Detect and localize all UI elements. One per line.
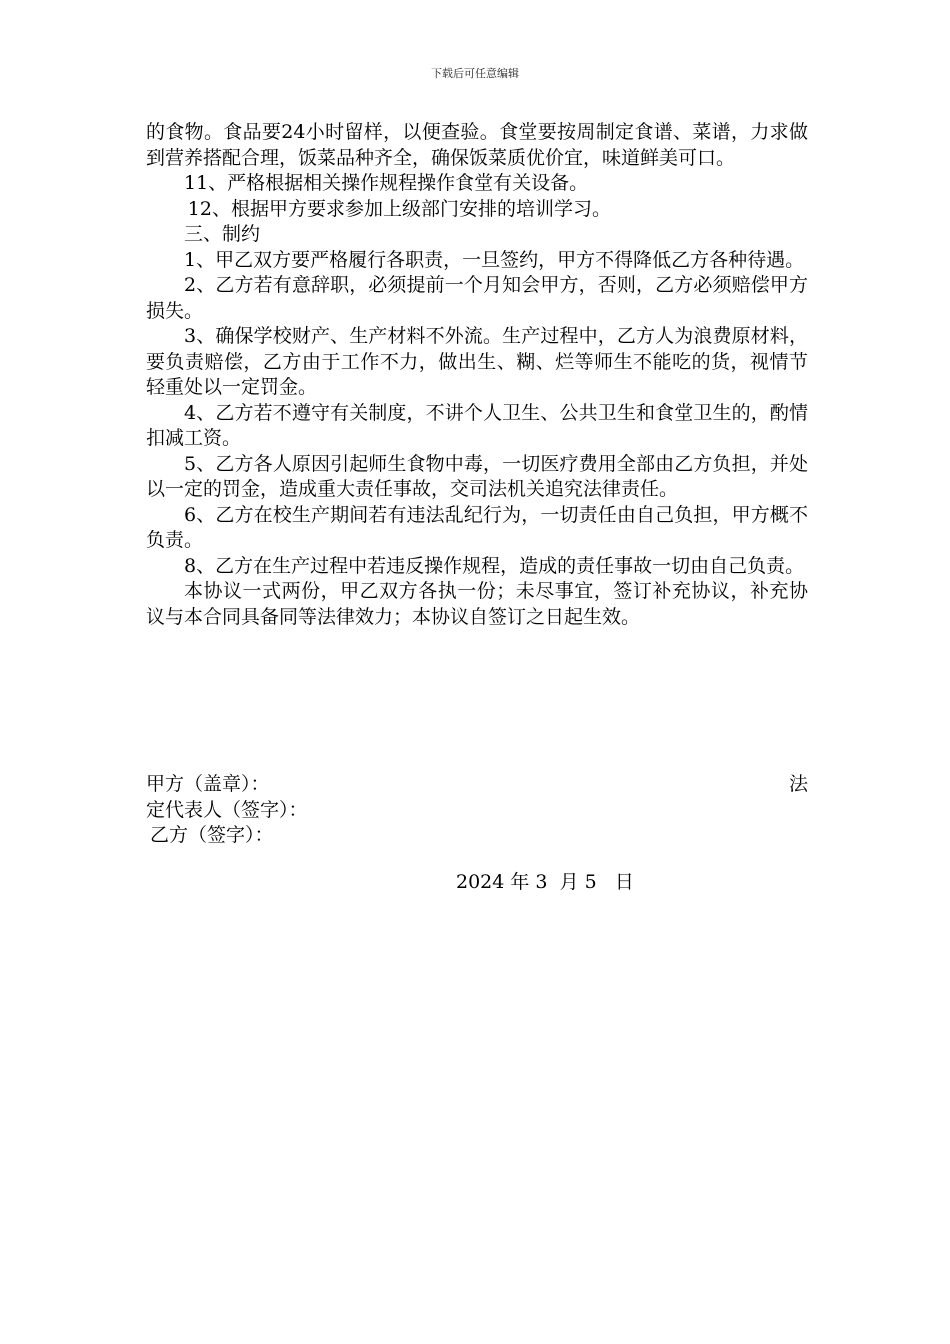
page-header: 下载后可任意编辑	[431, 67, 519, 80]
paragraph-continuation: 的食物。食品要24小时留样，以便查验。食堂要按周制定食谱、菜谱，力求做到营养搭配合理，饭菜品种齐全，确保饭菜质优价宜，味道鲜美可口。	[146, 121, 808, 169]
legal-rep-signature-line: 定代表人（签字）：	[146, 798, 308, 821]
party-a-seal-label: 甲方（盖章）：	[146, 773, 270, 795]
paragraph-restriction-2: 2、乙方若有意辞职，必须提前一个月知会甲方，否则，乙方必须赔偿甲方损失。	[146, 274, 808, 322]
paragraph-restriction-8: 8、乙方在生产过程中若违反操作规程，造成的责任事故一切由自己负责。	[184, 554, 805, 577]
party-b-signature-line: 乙方（签字）：	[150, 824, 274, 846]
paragraph-restriction-5: 5、乙方各人原因引起师生食物中毒，一切医疗费用全部由乙方负担，并处以一定的罚金，造成重大责任事故，交司法机关追究法律责任。	[146, 452, 808, 500]
paragraph-clause-12: 12、根据甲方要求参加上级部门安排的培训学习。	[187, 197, 611, 220]
paragraph-restriction-4: 4、乙方若不遵守有关制度，不讲个人卫生、公共卫生和食堂卫生的，酌情扣减工资。	[146, 401, 808, 449]
paragraph-closing: 本协议一式两份，甲乙双方各执一份；未尽事宜，签订补充协议，补充协议与本合同具备同等法律效力；本协议自签订之日起生效。	[146, 580, 808, 628]
legal-rep-label-start: 法	[788, 773, 808, 795]
section-heading-restrictions: 三、制约	[184, 223, 261, 245]
contract-body	[146, 120, 808, 630]
paragraph-clause-11: 11、严格根据相关操作规程操作食堂有关设备。	[184, 172, 589, 194]
signing-date: 2024 年 3 月 5 日	[456, 871, 634, 893]
paragraph-restriction-1: 1、甲乙双方要严格履行各职责，一旦签约，甲方不得降低乙方各种待遇。	[184, 248, 805, 271]
signature-party-a-line	[146, 772, 808, 798]
paragraph-restriction-6: 6、乙方在校生产期间若有违法乱纪行为，一切责任由自己负担，甲方概不负责。	[146, 503, 808, 551]
paragraph-restriction-3: 3、确保学校财产、生产材料不外流。生产过程中，乙方人为浪费原材料，要负责赔偿，乙方由于工作不力，做出生、糊、烂等师生不能吃的货，视情节轻重处以一定罚金。	[146, 325, 808, 398]
